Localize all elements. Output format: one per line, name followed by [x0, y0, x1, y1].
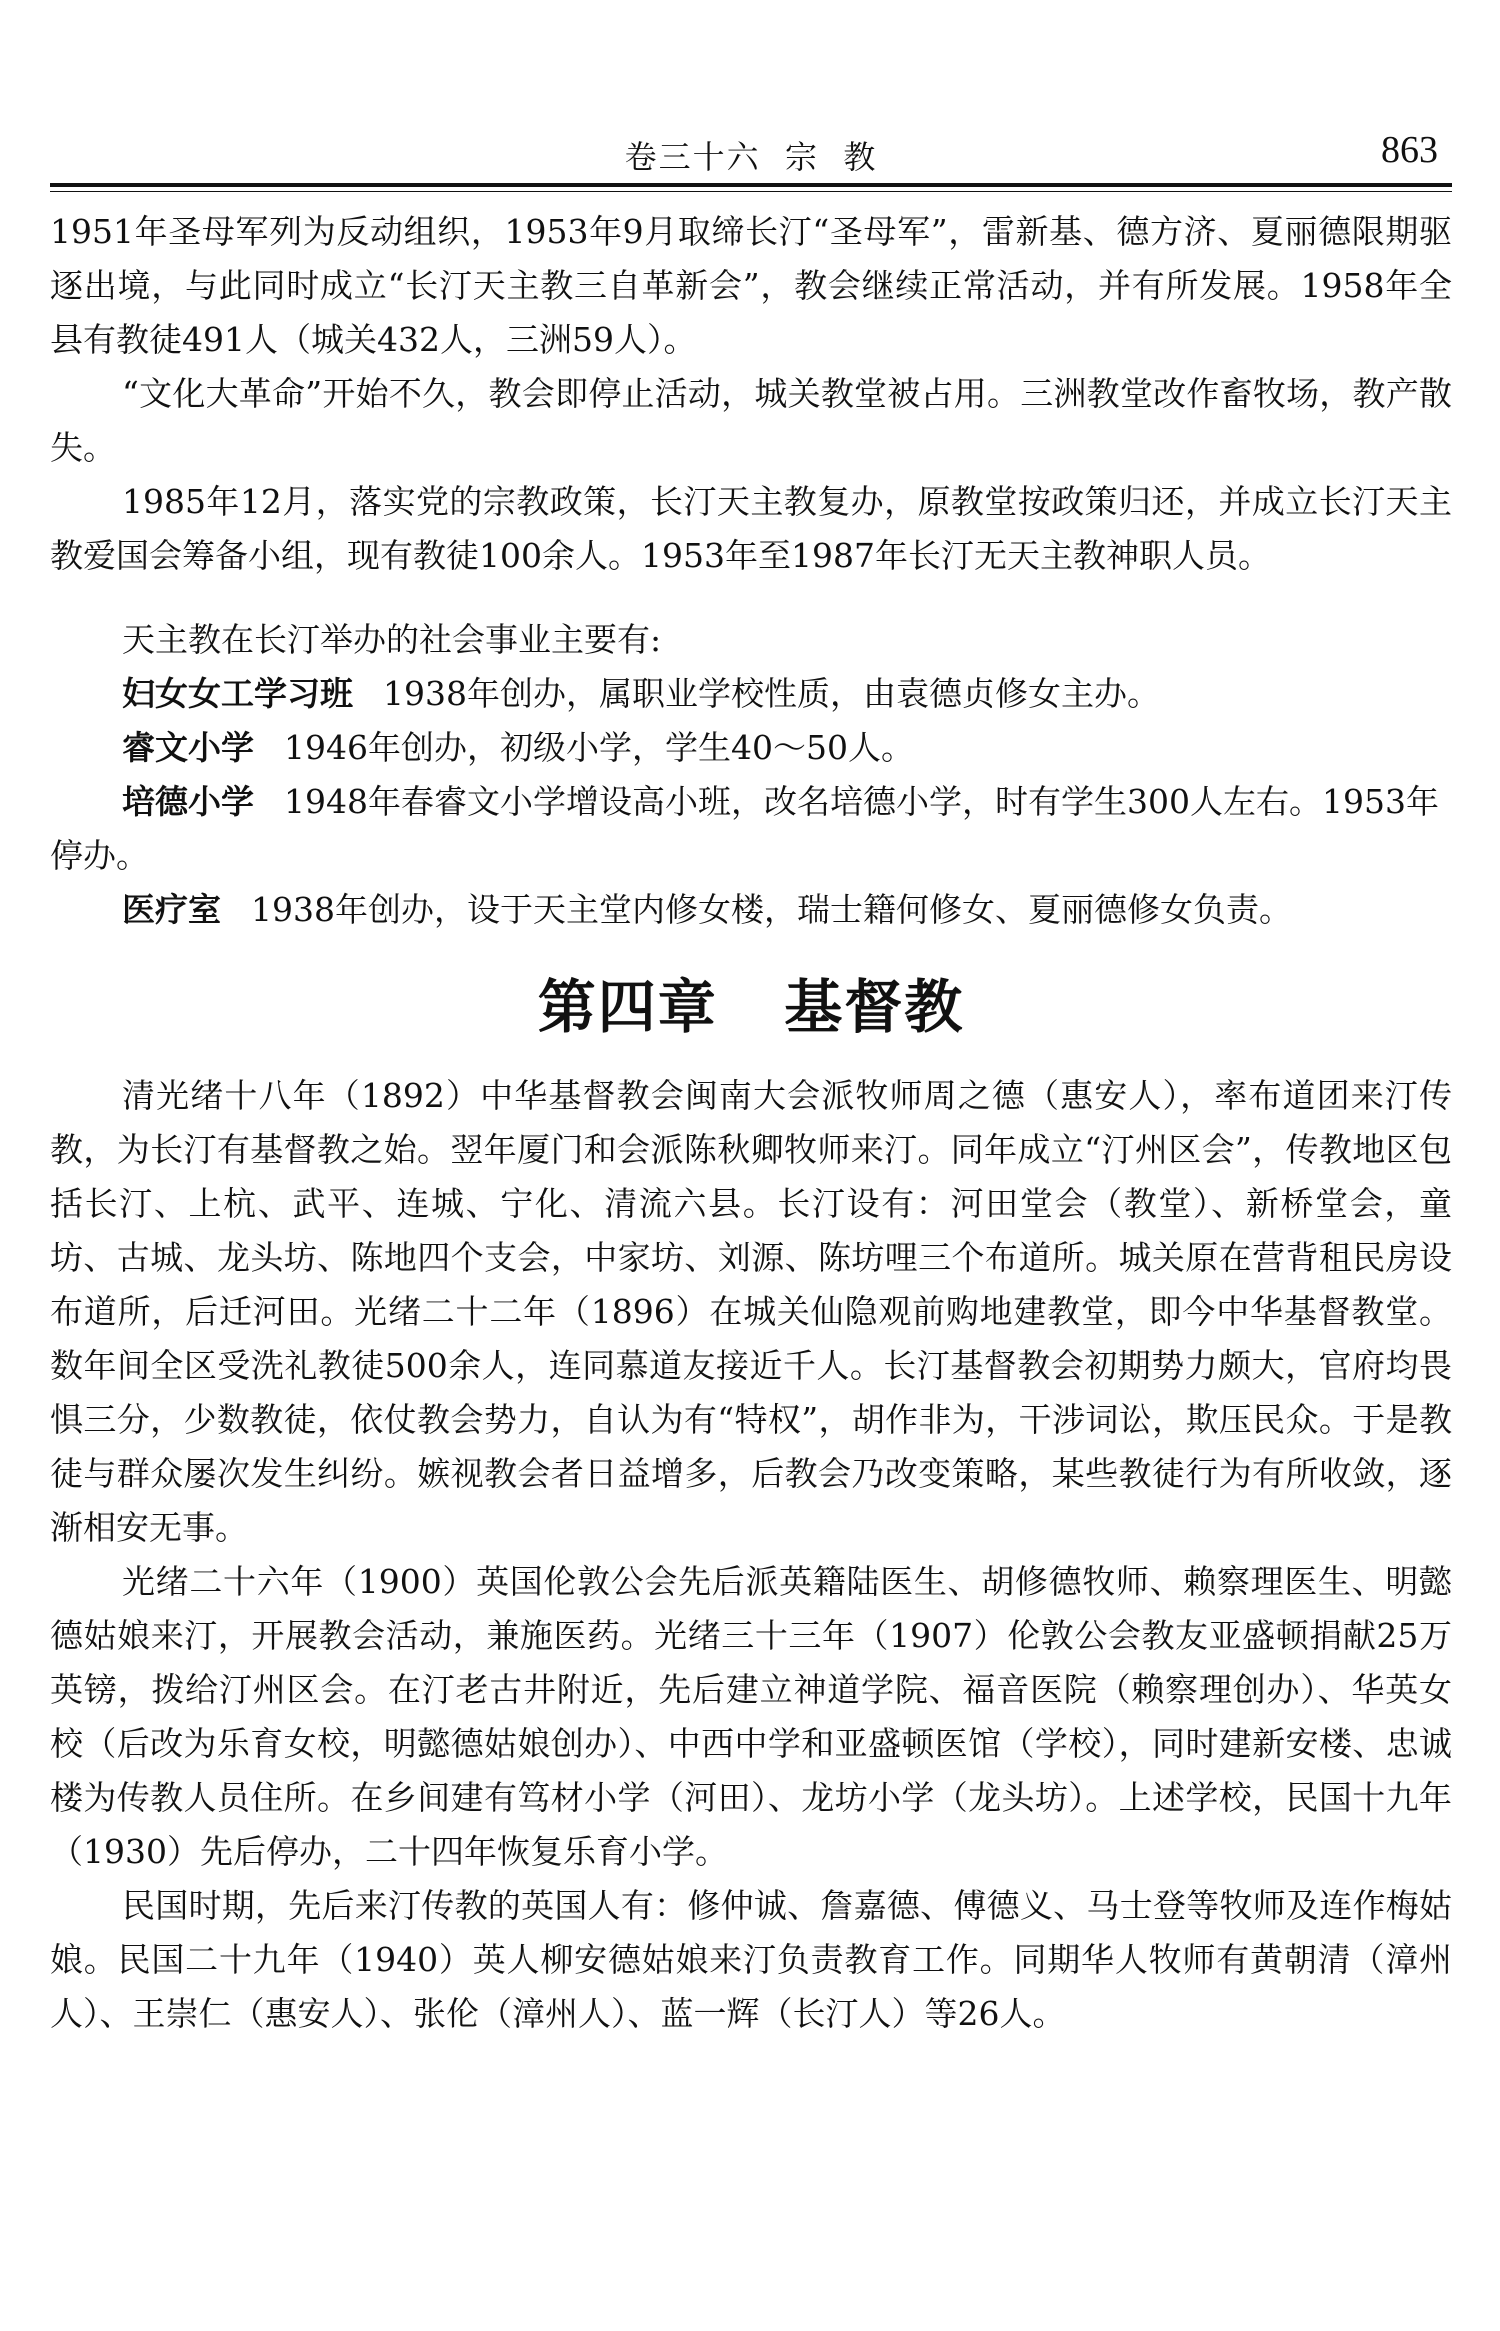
paragraph: “文化大革命”开始不久，教会即停止活动，城关教堂被占用。三洲教堂改作畜牧场，教产散失。 — [50, 374, 1452, 467]
entry-text: 1938年创办，属职业学校性质，由袁德贞修女主办。 — [383, 674, 1160, 713]
running-title: 卷三十六 宗 教 — [624, 138, 878, 176]
running-header — [50, 120, 1452, 180]
entry-term: 培德小学 — [122, 782, 254, 821]
enterprise-entry — [50, 667, 1452, 721]
chapter-heading: 第四章 基督教 — [537, 973, 965, 1041]
header-rule-thick — [50, 183, 1452, 187]
page-number: 863 — [1381, 129, 1438, 171]
paragraph: 1985年12月，落实党的宗教政策，长汀天主教复办，原教堂按政策归还，并成立长汀天主教爱国会筹备小组，现有教徒100余人。1953年至1987年长汀无天主教神职人员。 — [50, 482, 1452, 575]
entry-text: 1946年创办，初级小学，学生40～50人。 — [284, 728, 914, 767]
page-body — [50, 205, 1452, 2041]
paragraph: 光绪二十六年（1900）英国伦敦公会先后派英籍陆医生、胡修德牧师、赖察理医生、明懿德姑娘来汀，开展教会活动，兼施医药。光绪三十三年（1907）伦敦公会教友亚盛顿捐献25万英镑，拨给汀州区会。在汀老古井附近，先后建立神道学院、福音医院（赖察理创办）、华英女校（后改为乐育女校，明懿德姑娘创办）、中西中学和亚盛顿医馆（学校），同时建新安楼、忠诚楼为传教人员住所。在乡间建有笃材小学（河田）、龙坊小学（龙头坊）。上述学校，民国十九年（1930）先后停办，二十四年恢复乐育小学。 — [50, 1562, 1452, 1871]
header-rule-thin — [50, 191, 1452, 192]
spacer — [50, 937, 1452, 967]
paragraph: 1951年圣母军列为反动组织，1953年9月取缔长汀“圣母军”，雷新基、德方济、夏丽德限期驱逐出境，与此同时成立“长汀天主教三自革新会”，教会继续正常活动，并有所发展。1958年全县有教徒491人（城关432人，三洲59人）。 — [50, 212, 1452, 359]
paragraph: 清光绪十八年（1892）中华基督教会闽南大会派牧师周之德（惠安人），率布道团来汀传教，为长汀有基督教之始。翌年厦门和会派陈秋卿牧师来汀。同年成立“汀州区会”，传教地区包括长汀、上杭、武平、连城、宁化、清流六县。长汀设有：河田堂会（教堂）、新桥堂会，童坊、古城、龙头坊、陈地四个支会，中家坊、刘源、陈坊哩三个布道所。城关原在营背租民房设布道所，后迁河田。光绪二十二年（1896）在城关仙隐观前购地建教堂，即今中华基督教堂。数年间全区受洗礼教徒500余人，连同慕道友接近千人。长汀基督教会初期势力颇大，官府均畏惧三分，少数教徒，依仗教会势力，自认为有“特权”，胡作非为，干涉词讼，欺压民众。于是教徒与群众屡次发生纠纷。嫉视教会者日益增多，后教会乃改变策略，某些教徒行为有所收敛，逐渐相安无事。 — [50, 1076, 1452, 1547]
entry-term: 妇女女工学习班 — [122, 674, 353, 713]
entry-term: 睿文小学 — [122, 728, 254, 767]
document-page — [50, 0, 1452, 2331]
enterprises-intro: 天主教在长汀举办的社会事业主要有: — [122, 620, 662, 659]
entry-term: 医疗室 — [122, 890, 221, 929]
spacer — [50, 583, 1452, 613]
enterprise-entry — [50, 883, 1452, 937]
spacer — [50, 1047, 1452, 1069]
enterprise-entry — [50, 775, 1452, 883]
entry-text: 1938年创办，设于天主堂内修女楼，瑞士籍何修女、夏丽德修女负责。 — [251, 890, 1292, 929]
paragraph: 民国时期，先后来汀传教的英国人有：修仲诚、詹嘉德、傅德义、马士登等牧师及连作梅姑娘。民国二十九年（1940）英人柳安德姑娘来汀负责教育工作。同期华人牧师有黄朝清（漳州人）、王崇仁（惠安人）、张伦（漳州人）、蓝一辉（长汀人）等26人。 — [50, 1886, 1452, 2033]
entry-text: 1948年春睿文小学增设高小班，改名培德小学，时有学生300人左右。1953年停办。 — [50, 782, 1439, 875]
enterprise-entry — [50, 721, 1452, 775]
